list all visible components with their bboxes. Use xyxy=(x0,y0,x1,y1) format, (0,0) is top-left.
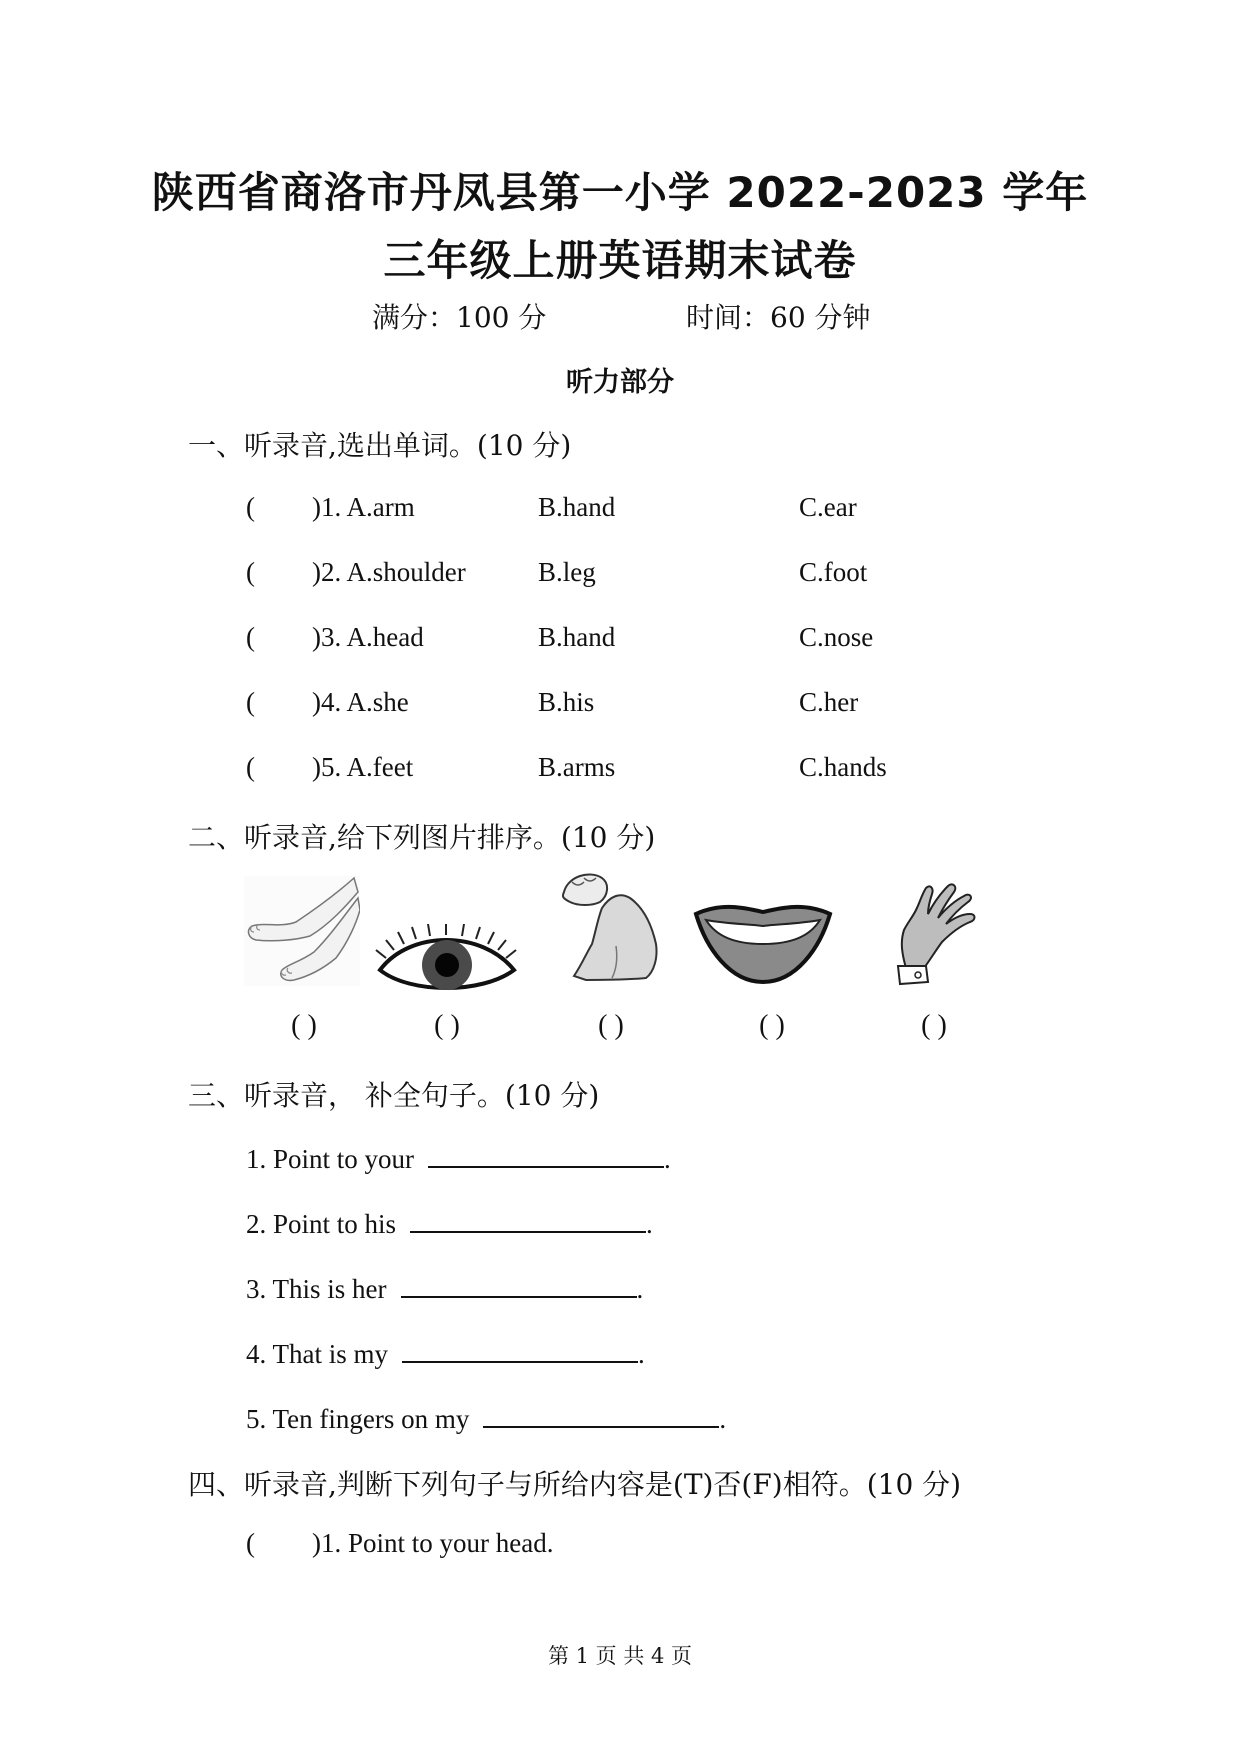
option-a: )4. A.she xyxy=(312,687,409,717)
picture-order-answer[interactable]: ( ) xyxy=(759,1010,785,1041)
option-b: B.hand xyxy=(538,622,616,652)
option-c: C.her xyxy=(799,687,859,717)
eye-image xyxy=(374,924,520,996)
exam-title-line1: 陕西省商洛市丹凤县第一小学 2022-2023 学年 xyxy=(151,168,1089,217)
answer-blank[interactable] xyxy=(410,1207,646,1233)
answer-blank[interactable] xyxy=(428,1142,664,1168)
arm-image xyxy=(556,868,666,982)
exam-title-line2: 三年级上册英语期末试卷 xyxy=(383,236,857,285)
option-a: )2. A.shoulder xyxy=(312,557,466,587)
picture-order-answer[interactable]: ( ) xyxy=(921,1010,947,1041)
option-c: C.nose xyxy=(799,622,874,652)
sentence-period: . xyxy=(646,1209,653,1239)
fill-sentence xyxy=(246,1272,643,1305)
option-c: C.foot xyxy=(799,557,868,587)
option-a: )3. A.head xyxy=(312,622,424,652)
picture-order-answer[interactable]: ( ) xyxy=(434,1010,460,1041)
sentence-period: . xyxy=(636,1274,644,1304)
option-b: B.leg xyxy=(538,557,596,587)
answer-paren[interactable]: ( xyxy=(246,1528,255,1558)
exam-time: 时间：60 分钟 xyxy=(686,301,871,334)
sentence-text: 3. This is her xyxy=(246,1274,387,1304)
sentence-text: 1. Point to your xyxy=(246,1144,415,1174)
part2-heading: 二、听录音,给下列图片排序。(10 分) xyxy=(188,821,656,854)
picture-order-answer[interactable]: ( ) xyxy=(291,1010,317,1041)
mouth-image xyxy=(692,902,834,986)
option-c: C.ear xyxy=(799,492,857,522)
sentence-text: 5. Ten fingers on my xyxy=(246,1404,470,1434)
full-score: 满分：100 分 xyxy=(372,301,547,334)
sentence-period: . xyxy=(719,1404,727,1434)
page-footer: 第 1 页 共 4 页 xyxy=(547,1644,693,1668)
option-c: C.hands xyxy=(799,752,887,782)
fill-sentence xyxy=(246,1402,726,1435)
option-b: B.his xyxy=(538,687,595,717)
option-a: )1. A.arm xyxy=(312,492,415,522)
fill-sentence xyxy=(246,1337,645,1370)
part4-heading: 四、听录音,判断下列句子与所给内容是(T)否(F)相符。(10 分) xyxy=(188,1468,962,1501)
sentence-period: . xyxy=(638,1339,645,1369)
answer-paren[interactable]: ( xyxy=(246,622,255,652)
fill-sentence xyxy=(246,1207,653,1240)
option-b: B.arms xyxy=(538,752,616,782)
option-b: B.hand xyxy=(538,492,616,522)
answer-paren[interactable]: ( xyxy=(246,492,255,522)
sentence-text: 4. That is my xyxy=(246,1339,389,1369)
part3-heading: 三、听录音， 补全句子。(10 分) xyxy=(188,1079,600,1112)
picture-order-answer[interactable]: ( ) xyxy=(598,1010,624,1041)
part1-heading: 一、听录音,选出单词。(10 分) xyxy=(188,429,572,462)
hand-image xyxy=(886,880,986,986)
answer-blank[interactable] xyxy=(401,1272,637,1298)
answer-paren[interactable]: ( xyxy=(246,752,255,782)
sentence-text: 2. Point to his xyxy=(246,1209,397,1239)
feet-image xyxy=(244,876,360,986)
tf-statement: )1. Point to your head. xyxy=(312,1528,554,1558)
sentence-period: . xyxy=(664,1144,671,1174)
answer-blank[interactable] xyxy=(402,1337,638,1363)
option-a: )5. A.feet xyxy=(312,752,414,782)
fill-sentence xyxy=(246,1142,671,1175)
answer-blank[interactable] xyxy=(483,1402,719,1428)
listening-section-label: 听力部分 xyxy=(566,367,674,398)
answer-paren[interactable]: ( xyxy=(246,557,255,587)
answer-paren[interactable]: ( xyxy=(246,687,255,717)
